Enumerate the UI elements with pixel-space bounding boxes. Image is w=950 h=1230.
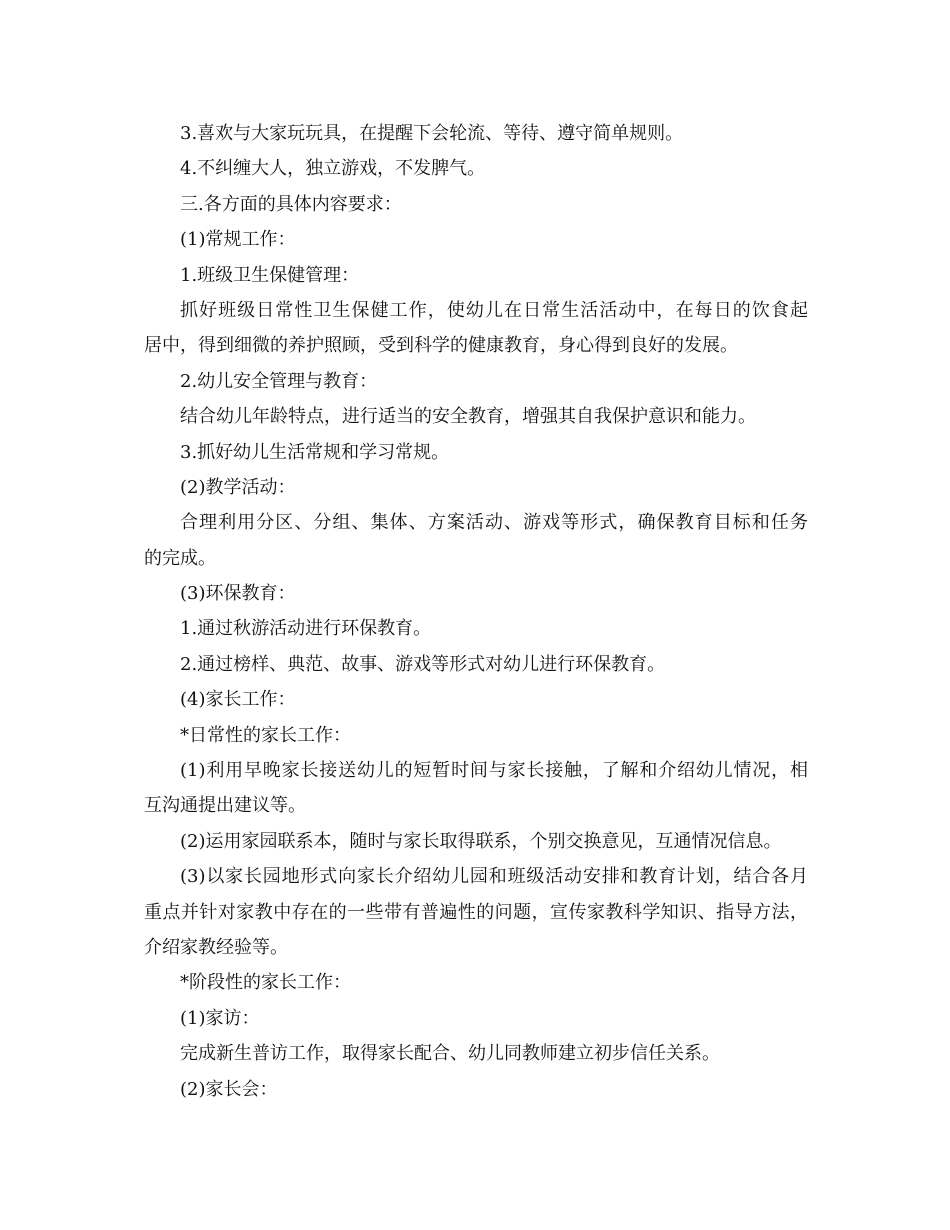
item-heading-home-visit: (1)家访： [180, 1007, 260, 1029]
paragraph-line: (1)利用早晚家长接送幼儿的短暂时间与家长接触，了解和介绍幼儿情况，相 [180, 760, 808, 782]
paragraph-line: 合理利用分区、分组、集体、方案活动、游戏等形式，确保教育目标和任务 [180, 512, 808, 534]
paragraph-line: (3)以家长园地形式向家长介绍幼儿园和班级活动安排和教育计划，结合各月 [180, 866, 808, 888]
document-body [144, 116, 808, 1107]
paragraph-line: 抓好班级日常性卫生保健工作，使幼儿在日常生活活动中，在每日的饮食起 [180, 299, 808, 321]
list-item-rule-following: 3.喜欢与大家玩玩具，在提醒下会轮流、等待、遵守简单规则。 [180, 123, 684, 144]
item-heading-routines: 3.抓好幼儿生活常规和学习常规。 [180, 441, 450, 463]
item-heading-safety: 2.幼儿安全管理与教育： [180, 370, 378, 392]
section-heading-requirements: 三.各方面的具体内容要求： [180, 193, 402, 215]
subheading-teaching: (2)教学活动： [180, 476, 296, 498]
subheading-parent-work: (4)家长工作： [180, 689, 296, 711]
subheading-environment: (3)环保教育： [180, 583, 296, 605]
subheading-routine-work: (1)常规工作： [180, 229, 296, 251]
paragraph-line: 介绍家教经验等。 [144, 936, 288, 958]
paragraph-line: 完成新生普访工作，取得家长配合、幼儿同教师建立初步信任关系。 [180, 1043, 720, 1065]
paragraph-line: 的完成。 [144, 547, 216, 569]
item-heading-parent-meeting: (2)家长会： [180, 1078, 278, 1100]
paragraph-line: 重点并针对家教中存在的一些带有普遍性的问题，宣传家教科学知识、指导方法， [144, 901, 808, 923]
paragraph-line: (2)运用家园联系本，随时与家长取得联系，个别交换意见，互通情况信息。 [180, 830, 782, 852]
paragraph-line: 互沟通提出建议等。 [144, 795, 306, 817]
subheading-periodic-parent-work: *阶段性的家长工作： [180, 972, 351, 994]
item-heading-hygiene: 1.班级卫生保健管理： [180, 264, 360, 286]
list-item-autumn-outing: 1.通过秋游活动进行环保教育。 [180, 618, 432, 640]
list-item-independent-play: 4.不纠缠大人，独立游戏，不发脾气。 [180, 158, 486, 180]
subheading-daily-parent-work: *日常性的家长工作： [180, 724, 351, 746]
paragraph-line: 居中，得到细微的养护照顾，受到科学的健康教育，身心得到良好的发展。 [144, 335, 738, 357]
paragraph-line: 结合幼儿年龄特点，进行适当的安全教育，增强其自我保护意识和能力。 [180, 406, 756, 428]
list-item-role-models: 2.通过榜样、典范、故事、游戏等形式对幼儿进行环保教育。 [180, 653, 666, 675]
